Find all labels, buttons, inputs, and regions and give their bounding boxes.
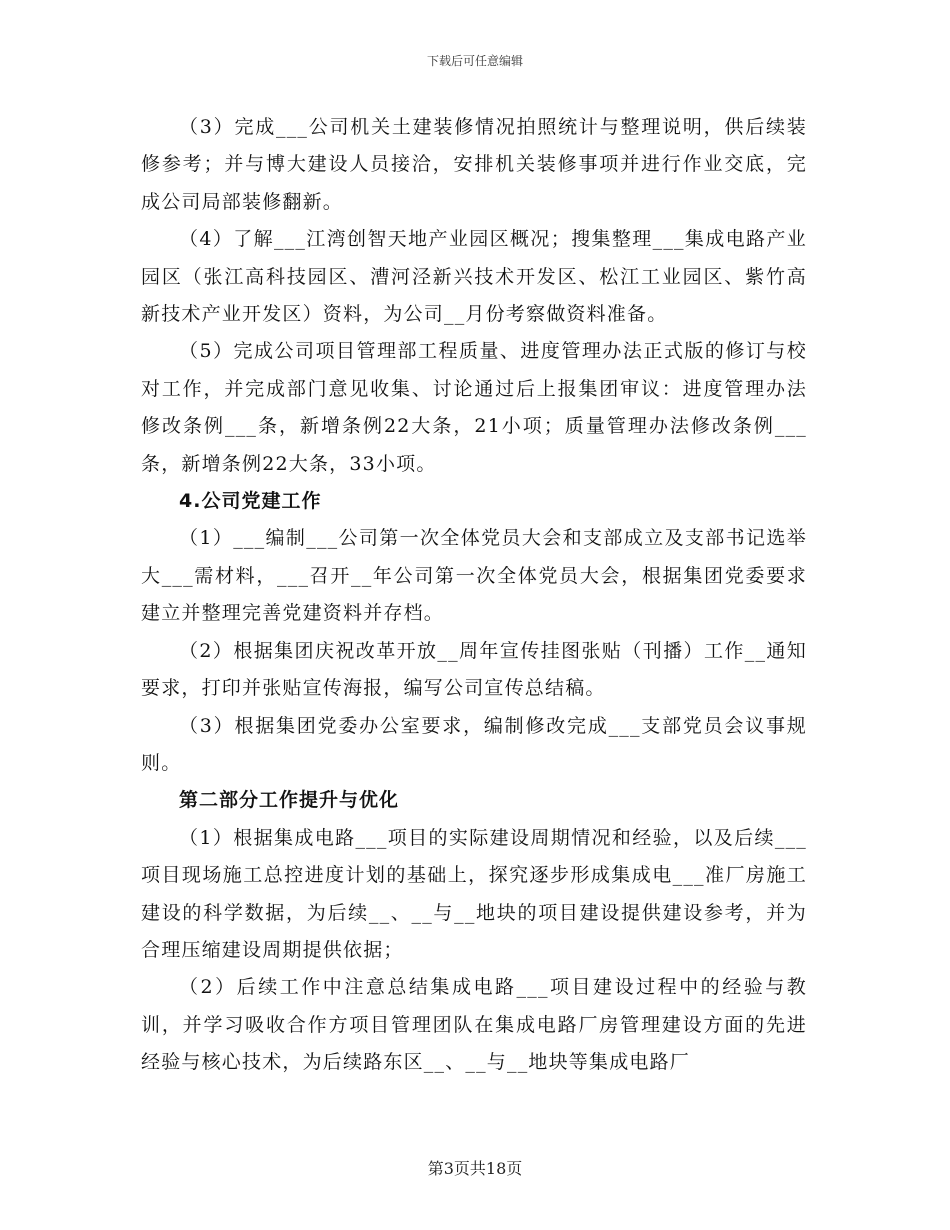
section-heading-party-building: 4.公司党建工作 [179,490,322,513]
header-note: 下载后可任意编辑 [426,54,523,68]
document-body [141,109,807,1082]
paragraph-party-2: （2）根据集团庆祝改革开放__周年宣传挂图张贴（刊播）工作__通知要求，打印并张贴宣传海报，编写公司宣传总结稿。 [141,639,807,700]
paragraph-item-5: （5）完成公司项目管理部工程质量、进度管理办法正式版的修订与校对工作，并完成部门意见收集、讨论通过后上报集团审议：进度管理办法修改条例___条，新增条例22大条，21小项；质量管理办法修改条例___条，新增条例22大条，33小项。 [141,340,807,475]
page-footer: 第3页共18页 [427,1159,523,1178]
paragraph-party-3: （3）根据集团党委办公室要求，编制修改完成___支部党员会议事规则。 [141,714,807,774]
paragraph-improve-2: （2）后续工作中注意总结集成电路___项目建设过程中的经验与教训，并学习吸收合作方项目管理团队在集成电路厂房管理建设方面的先进经验与核心技术，为后续路东区__、__与__地块等集成电路厂 [141,976,807,1074]
section-heading-part-two: 第二部分工作提升与优化 [179,789,400,812]
paragraph-party-1: （1）___编制___公司第一次全体党员大会和支部成立及支部书记选举大___需材料，___召开__年公司第一次全体党员大会，根据集团党委要求建立并整理完善党建资料并存档。 [141,527,807,625]
paragraph-item-4: （4）了解___江湾创智天地产业园区概况；搜集整理___集成电路产业园区（张江高科技园区、漕河泾新兴技术开发区、松江工业园区、紫竹高新技术产业开发区）资料，为公司__月份考察做资料准备。 [141,228,807,326]
paragraph-improve-1: （1）根据集成电路___项目的实际建设周期情况和经验，以及后续___项目现场施工总控进度计划的基础上，探究逐步形成集成电___准厂房施工建设的科学数据，为后续__、__与__地块的项目建设提供建设参考，并为合理压缩建设周期提供依据； [141,826,807,961]
paragraph-item-3: （3）完成___公司机关土建装修情况拍照统计与整理说明，供后续装修参考；并与博大建设人员接洽，安排机关装修事项并进行作业交底，完成公司局部装修翻新。 [141,116,807,213]
